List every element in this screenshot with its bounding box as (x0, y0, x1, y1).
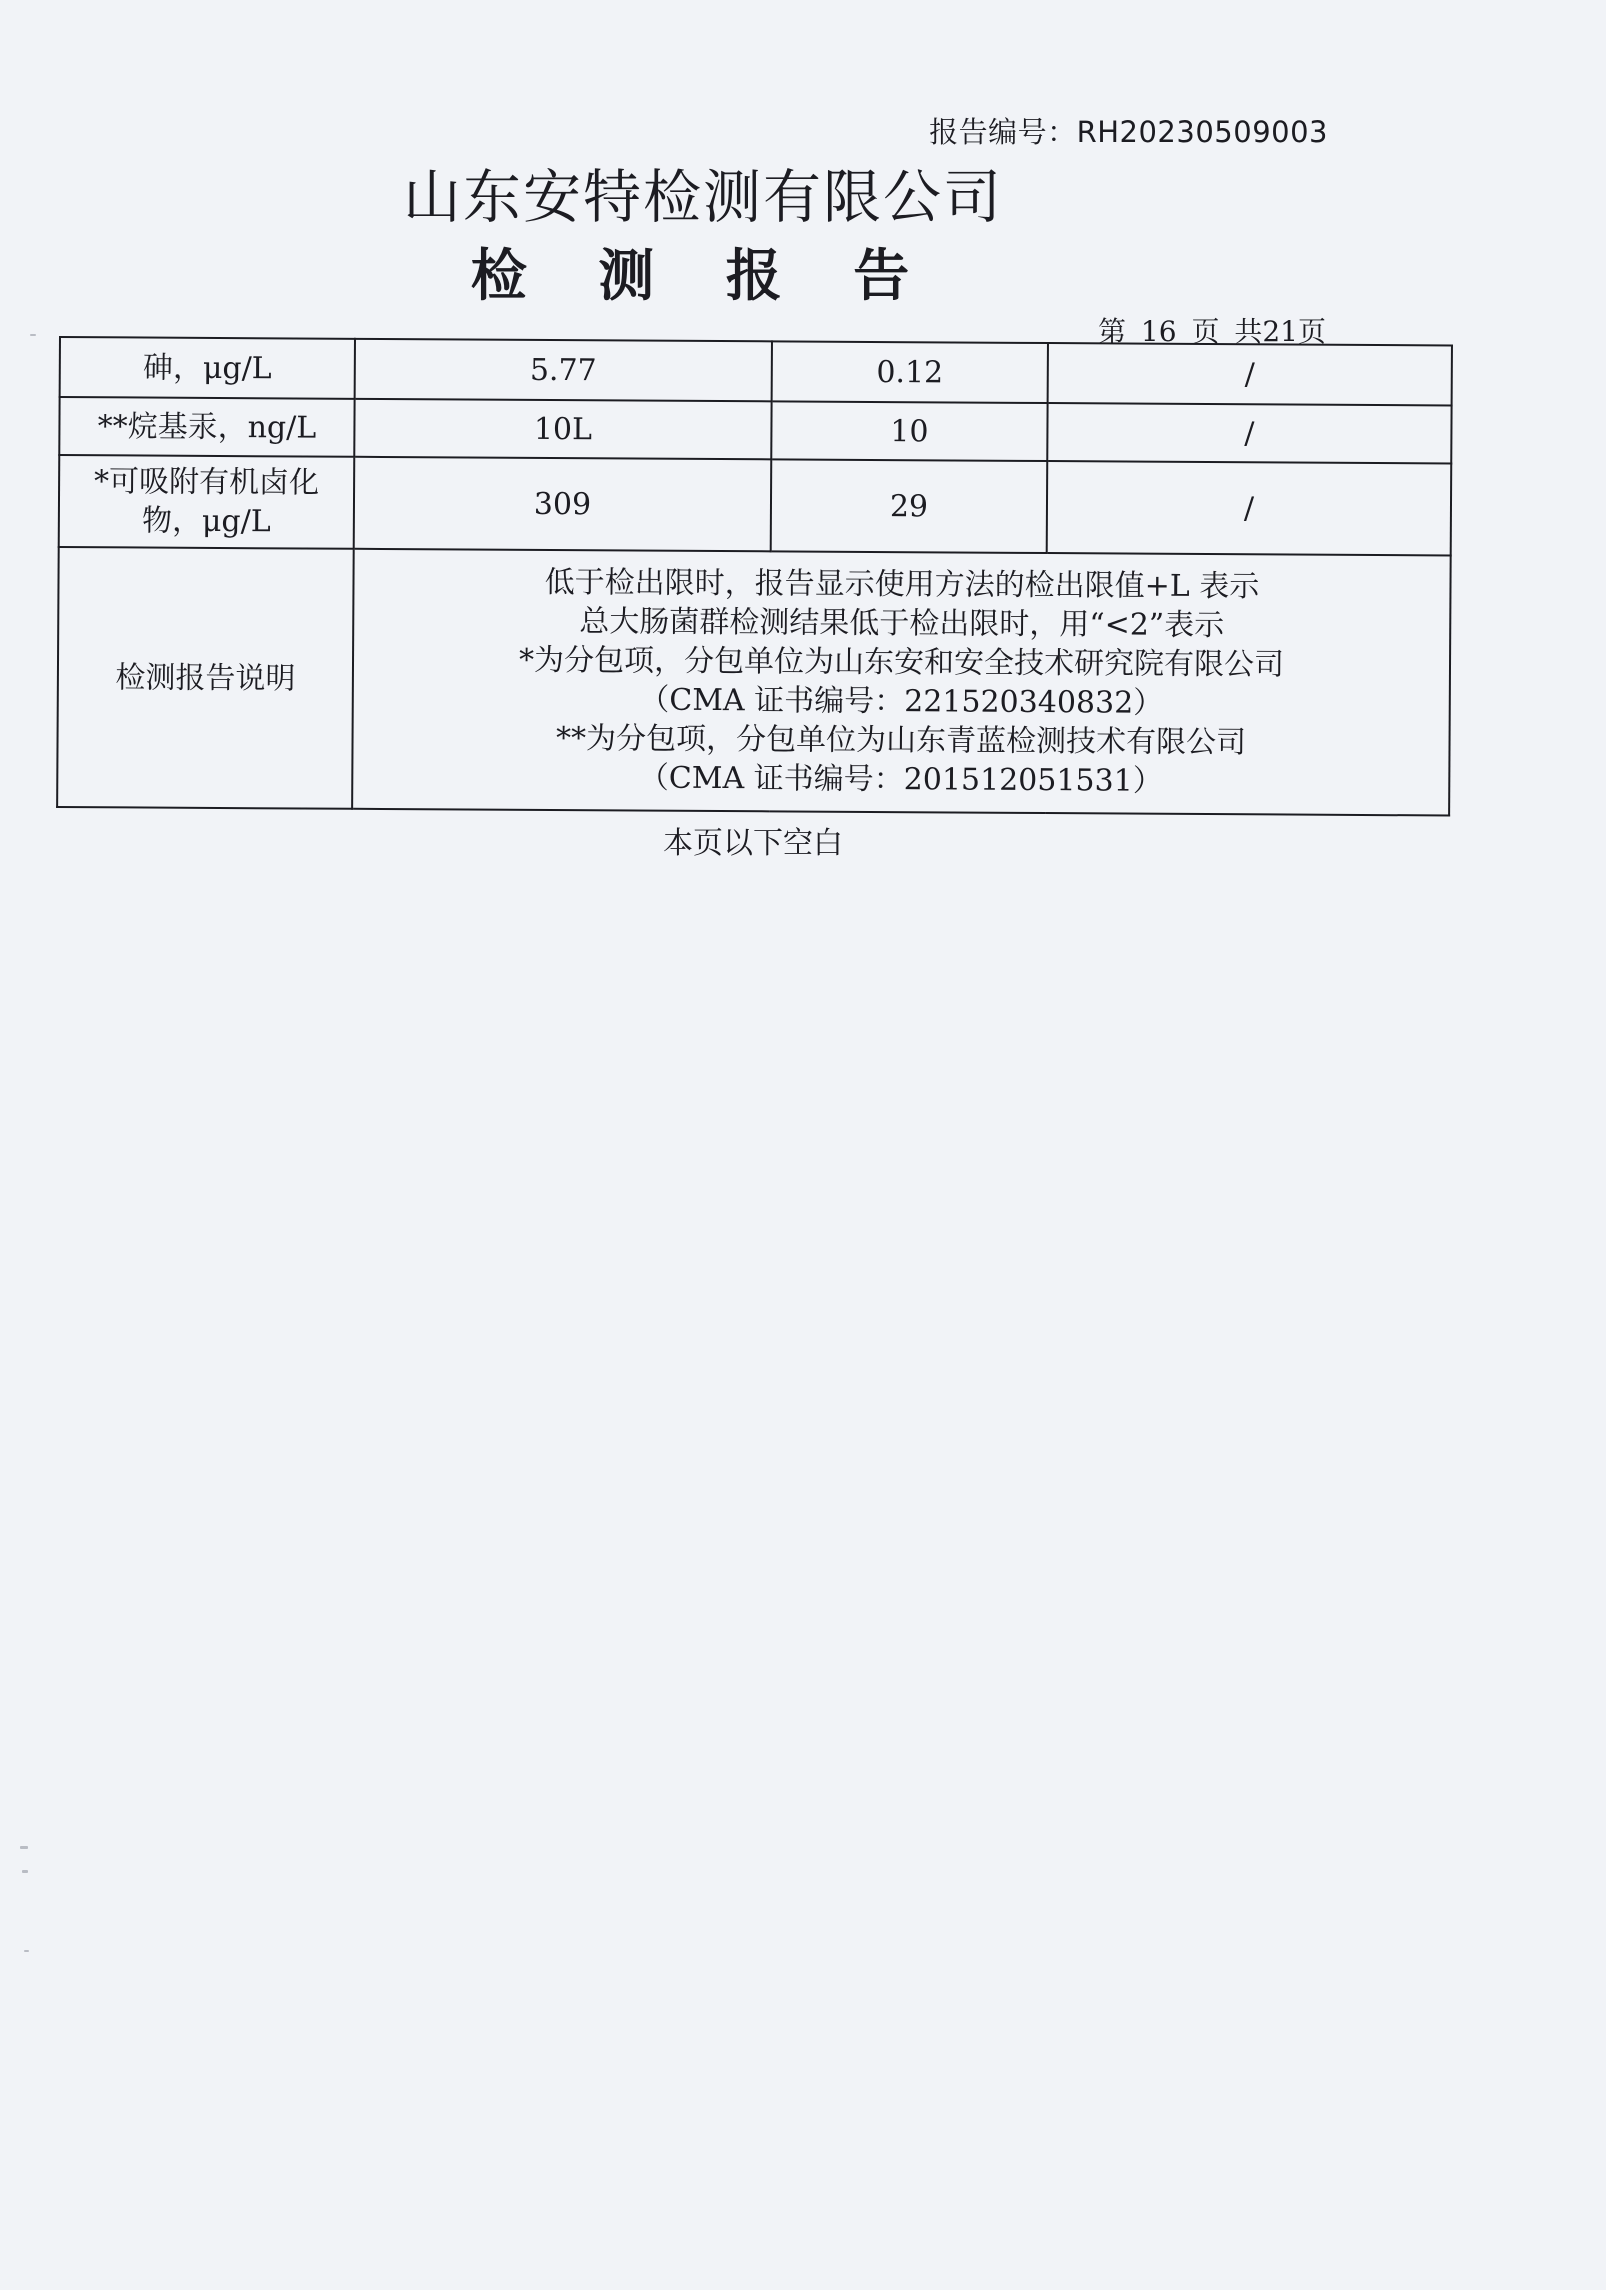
note-line: 低于检出限时，报告显示使用方法的检出限值+L 表示 (544, 564, 1260, 605)
item-name-cell: *可吸附有机卤化物，μg/L (59, 455, 355, 549)
report-number: 报告编号：RH20230509003 (929, 115, 1328, 149)
note-line: *为分包项，分包单位为山东安和安全技术研究院有限公司 (518, 642, 1285, 683)
note-line: 总大肠菌群检测结果低于检出限时，用“<2”表示 (579, 604, 1225, 644)
notes-row (57, 547, 1451, 815)
note-line: （CMA 证书编号：201512051531） (638, 760, 1163, 799)
note-line: **为分包项，分包单位为山东青蓝检测技术有限公司 (555, 721, 1247, 761)
scan-speck (30, 334, 36, 336)
remark-cell: / (1047, 461, 1452, 555)
detection-limit-cell: 10 (771, 401, 1047, 461)
remark-cell: / (1047, 403, 1451, 463)
scan-speck (24, 1950, 29, 1952)
table-row (59, 397, 1451, 464)
item-name-cell: 砷，μg/L (60, 337, 355, 399)
blank-page-note: 本页以下空白 (663, 826, 843, 861)
table-row (60, 337, 1452, 406)
notes-content (352, 549, 1451, 816)
result-value-cell: 10L (354, 399, 771, 460)
document-title: 检 测 报 告 (470, 244, 936, 309)
detection-limit-cell: 0.12 (772, 341, 1048, 403)
scan-speck (22, 1870, 28, 1873)
detection-limit-cell: 29 (771, 459, 1048, 553)
page-indicator: 第 16 页 共21页 (1098, 315, 1326, 348)
remark-cell: / (1048, 343, 1452, 405)
table-row (59, 455, 1452, 556)
notes-label: 检测报告说明 (57, 547, 354, 809)
item-name-cell: **烷基汞，ng/L (59, 397, 354, 457)
result-value-cell: 5.77 (355, 339, 772, 402)
result-value-cell: 309 (354, 457, 772, 552)
company-name: 山东安特检测有限公司 (402, 163, 1003, 231)
note-line: （CMA 证书编号：221520340832） (639, 682, 1164, 721)
results-table (56, 336, 1453, 817)
scan-speck (20, 1846, 28, 1849)
